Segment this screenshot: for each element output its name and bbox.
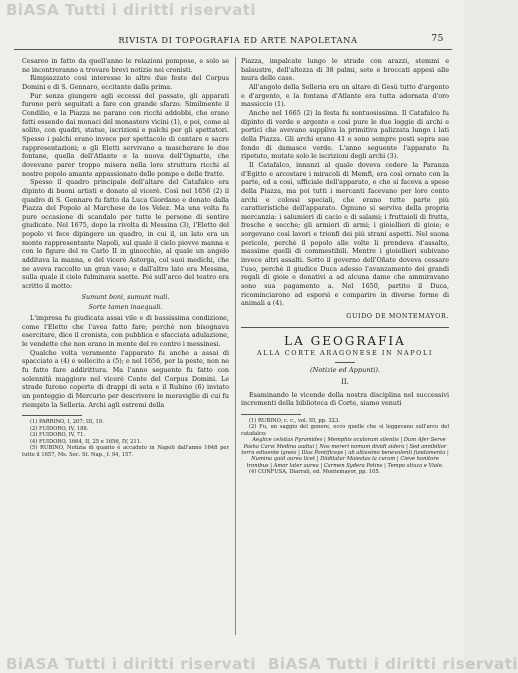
paragraph: Spesso il quadro principale dell'altare del Catafalco era dipinto di buoni artisti e donato al vicerè. Così nel 1656 (2) il quadro di S. Gennaro fu fatto da Luca Giordano e donato dalla Piazza del Popolo al Marchese de los Velez. Ma una volta fu pure occasione di scandalo per tutte le persone di sentire giudicate. Nel 1675, dopo la rivolta di Messina (3), l'Eletto del popolo vi fece dipingere un quadro, in cui il, un lato era un monte rappresentante Napoli, sul quale il cielo piovve manna e con le figure del re Carlo II in ginocchio, al quale un angelo additava la manna, e del vicerè Astorga, col suoi medichi, che ne aveva raccolto un gran vaso; e dall'altro lato era Messina, sulla quale il cielo fulminava saette. Poi sull'arco del teatro era scritto il motto:	[22, 178, 229, 291]
verse-line: Sumunt boni, sumunt mali.	[81, 292, 170, 301]
footnote: (5) RUBINO, Notizia di quanto è accaduto in Napoli dall'anno 1648 per tutto il 1657, Ms. Soc. St. Nap., f. 94, 157.	[22, 445, 229, 458]
journal-title: RIVISTA DI TOPOGRAFIA ED ARTE NAPOLETANA	[118, 35, 358, 45]
article-subtitle: ALLA CORTE ARAGONESE IN NAPOLI	[257, 348, 433, 357]
article-title: LA GEOGRAFIA	[284, 333, 406, 348]
article-heading	[241, 327, 449, 387]
footnote: (2) Fu, un saggio del genere, ecco quelle che si leggevano sull'arco del catafalco:	[241, 424, 449, 437]
footnote-rule	[22, 415, 82, 416]
footnote: Aeglice celsitas Pyramides | Memphis oculorum silentis | Dum Afer Serve Pasha Carvi Medina audiui | Nos mereri nomum dividi sidera | Sed annibilior terra ediuente igneis | Illas Pontificeps | ab altissimo benevolenti fundamenta | Numina quid aurea licet | Diidilatur Maiestas la curam | Cieve honitore tronibus | Amor later aurea | Carmen Sydera Potins | Tempo stiuza e Viole.	[241, 437, 449, 469]
paragraph: Cesareo in fatto da quell'anno le relazioni pompose, e solo se ne incontreranno a trovare brevi notizie nei cronisti.	[22, 57, 229, 74]
paragraph: All'angolo della Selleria era un altare di Gesù tutto d'argento e d'argento, e la fontana d'Atlante era tutta adornata d'oro massiccio (1).	[241, 82, 449, 109]
footnote: (2) FUIDORO, IV, 188.	[30, 425, 89, 432]
paragraph: Il Catafalco, innanzi al quale doveva cedere la Paranza d'Egitto e arcostare i miracoli di Memfi, era così ornato con la parte, ed a così, ufficiale dell'apparato, e che si faceva a spese della Piazza, ma poi tutti i mercanti facevano per loro conto archi e colossi speciali, che erano tutte parte più caratteristiche dell'apparato. Ognuno si serviva della propria mercanzia: i salumieri di cacio e di salami; i fruttaioli di frutta, fresche e secche; gli armieri di armi; i gioiellieri di gioie; e sorgevano così lavori e trionfi dei più strani aspetti. Nel suona pericolo, perchè il popolo alle volte li prendeva d'assalto, massime quelli di commestibili. Mentre i gioiellieri subivano invece altri assalti. Sotto il governo dell'Oñate doveva cessare l'uso, perchè il giudice Duca adesso l'avanzamento dei grandi regali di gioie e donativi a ad alcuna dame che ammiravano sono sua pagamento a. Nel 1650, partito il Duca, ricominciarono ad esporsi e comparire in diverse forme di animali a (4).	[241, 160, 449, 308]
footnote: (4) FUIDORO, 1664, II, 25 e 1656, IV, 211.	[30, 438, 142, 445]
footnote: (1) RUBINO, c. c., vol. III, pp. 323.	[249, 417, 340, 424]
left-column	[22, 57, 229, 458]
article-part-number: II.	[341, 378, 349, 386]
footnote-rule	[241, 414, 301, 415]
paragraph: Pur senza giungere agli eccessi del passato, gli apparati furono però seguitati a fare con grande sfarzo. Similmente il Condilio, e la Piazza ne parano con ricchi addobbi, che erano fatti essendo dai monaci del monastero vicini (1), e poi, come al solito, con quadri, statue, iscrizioni e palchi per gli spettatori. Spesso i palchi erano invece per spettacolo di cantare e sacre rappresentazioni; e gli Eletti servivano a mascherare le due fontane, quella dell'Atlante e la nuova dell'Ognatte, che dovevano parer troppo misera nella loro struttura ricchi al nostro popolo amante appassionato delle pompe e delle fratte.	[22, 91, 229, 178]
paragraph: Rimpiazzato così interesse lo altre due feste del Corpus Domini e di S. Gennaro, eccitante dalla prima.	[22, 74, 229, 91]
paragraph: Piazza, impalcate lungo le strade con arazzi, stemmi e balaustre, dell'altezza di 38 palmi, sete e broccati appesi alle mura delle case.	[241, 57, 449, 83]
column-divider	[235, 57, 236, 635]
paragraph: Esaminando le vicende della nostra disciplina nel successivi incrementi della biblioteca di Corte, siamo venuti	[241, 390, 449, 408]
watermark-bottom-left: BiASA Tutti i diritti riservati	[6, 655, 257, 673]
paragraph: L'impresa fu giudicata assai vile e di bassissima condizione, come l'Eletto che l'avea fatto fare; perchè non bisognava esercitare, dice il cronista, con pubblica e sfacciata adulazione, le vendette che non erano in mente del re contro i messinesi.	[22, 314, 229, 348]
header-rule	[14, 49, 452, 50]
footnote: (4) CONFUSA, Diarrali, ed. Montemayor, pp. 105.	[249, 469, 381, 476]
article-note: (Notizie ed Appunti).	[310, 366, 380, 375]
running-header	[14, 34, 452, 48]
watermark-bottom-right: BiASA Tutti i diritti riservati	[268, 655, 518, 673]
paragraph: Qualche volta veramente l'apparato fu anche a assai di spacciato a (4) e sollecito a (5); e nel 1656, per la peste, non ne fu fatto fare addirittura. Ma l'anno seguente fu fatto con solennità maggiore nel vicerè Conte del Corpus Domini. Le strade furono coperte di drappi di seta e il Rubino (6) inviato un ponteggio di Mercurio per descrivere le meraviglie di cui fu riempito la Selleria. Archi agli estremi della	[22, 348, 229, 409]
right-column	[241, 57, 449, 476]
paragraph: Anche nel 1665 (2) la festa fu sontuosissima. Il Catafalco fu dipinto di verde e argento e così pure le due loggie di archi e portici che avevano suppliva la primitiva palizzata lungo i lati della Piazza. Gli archi erano 41 e sono sempre posti sopra sue fondo di damasco verde. L'anno seguente l'apparato fu ripetuto, mutate solo le iscrizioni degli archi (3).	[241, 108, 449, 161]
footnote: (3) FUIDORO, IV, 71.	[30, 432, 86, 439]
page-number: 75	[431, 34, 444, 44]
title-rule	[335, 362, 355, 363]
watermark-top: BiASA Tutti i diritti riservati	[6, 1, 257, 19]
author-signature: GUIDO DE MONTEMAYOR.	[346, 312, 449, 321]
verse-line: Sorte tamen inaequali.	[88, 303, 163, 312]
footnote: (1) PARRINO, I, 207; III, 19.	[30, 419, 104, 426]
